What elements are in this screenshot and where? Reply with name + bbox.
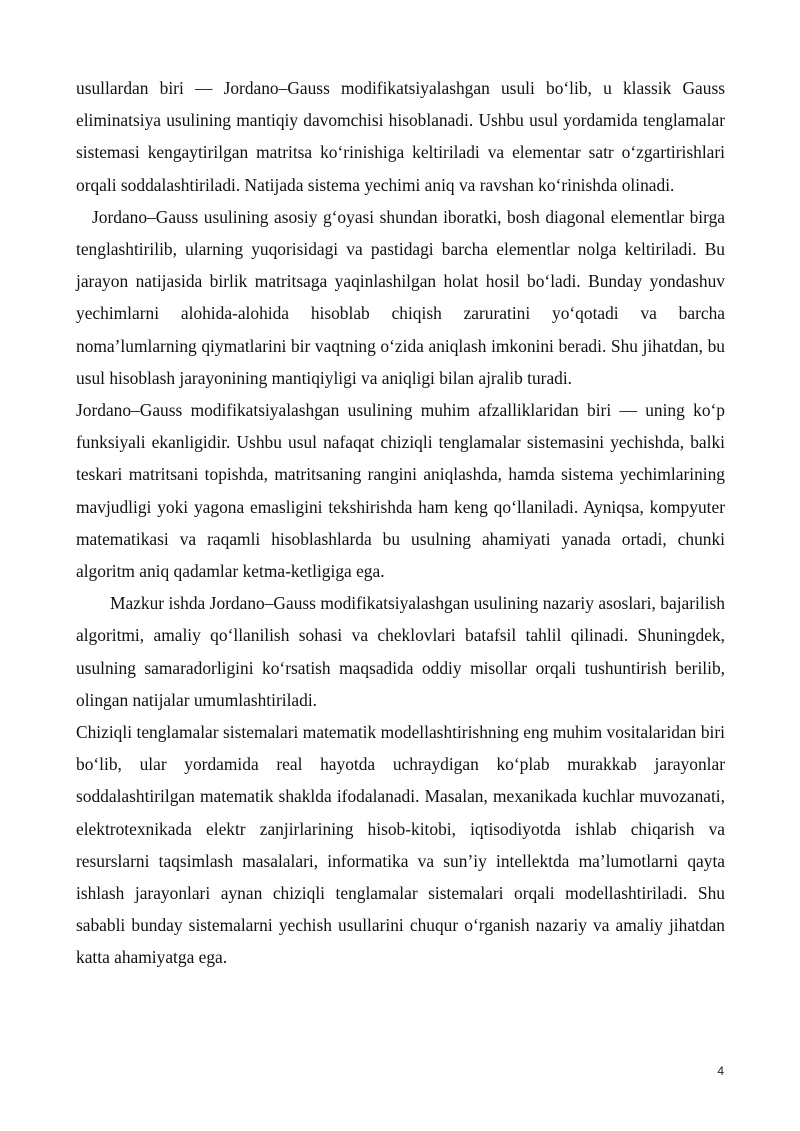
paragraph-linear-systems: Chiziqli tenglamalar sistemalari matematik modellashtirishning eng muhim vositalaridan biri bo‘lib, ular yordamida real hayotda uchraydigan ko‘plab murakkab jarayonlar soddalashtirilgan matematik shaklda ifodalanadi. Masalan, mexanikada kuchlar muvozanati, elektrotexnikada elektr zanjirlarining hisob-kitobi, iqtisodiyotda ishlab chiqarish va resurslarni taqsimlash masalalari, informatika va sun’iy intellektda ma’lumotlarni qayta ishlash jarayonlari aynan chiziqli tenglamalar sistemalari orqali modellashtiriladi. Shu sababli bunday sistemalarni yechish usullarini chuqur o‘rganish nazariy va amaliy jihatdan katta ahamiyatga ega. xyxy=(76,722,725,968)
body-text xyxy=(76,72,725,974)
page-number: 4 xyxy=(717,1064,724,1078)
paragraph-continuation: usullardan biri — Jordano–Gauss modifikatsiyalashgan usuli bo‘lib, u klassik Gauss eliminatsiya usulining mantiqiy davomchisi hisoblanadi. Ushbu usul yordamida tenglamalar sistemasi kengaytirilgan matritsa ko‘rinishiga keltiriladi va elementar satr o‘zgartirishlari orqali soddalashtiriladi. Natijada sistema yechimi aniq va ravshan ko‘rinishda olinadi. xyxy=(76,78,725,195)
paragraph-advantages: Jordano–Gauss modifikatsiyalashgan usulining muhim afzalliklaridan biri — uning ko‘p funksiyali ekanligidir. Ushbu usul nafaqat chiziqli tenglamalar sistemasini yechishda, balki teskari matritsani topishda, matritsaning rangini aniqlashda, hamda sistema yechimlarining mavjudligi yoki yagona emasligini tekshirishda ham keng qo‘llaniladi. Ayniqsa, kompyuter matematikasi va raqamli hisoblashlarda bu usulning ahamiyati yanada ortadi, chunki algoritm aniq qadamlar ketma-ketligiga ega. xyxy=(76,400,725,582)
paragraph-scope: Mazkur ishda Jordano–Gauss modifikatsiyalashgan usulining nazariy asoslari, bajarilish algoritmi, amaliy qo‘llanilish sohasi va cheklovlari batafsil tahlil qilinadi. Shuningdek, usulning samaradorligini ko‘rsatish maqsadida oddiy misollar orqali tushuntirish berilib, olingan natijalar umumlashtiriladi. xyxy=(76,593,725,710)
paragraph-main-idea: Jordano–Gauss usulining asosiy g‘oyasi shundan iboratki, bosh diagonal elementlar birga tenglashtirilib, ularning yuqorisidagi va pastidagi barcha elementlar nolga keltiriladi. Bu jarayon natijasida birlik matritsaga yaqinlashilgan holat hosil bo‘ladi. Bunday yondashuv yechimlarni alohida-alohida hisoblab chiqish zaruratini yo‘qotadi va barcha noma’lumlarning qiymatlarini bir vaqtning o‘zida aniqlash imkonini beradi. Shu jihatdan, bu usul hisoblash jarayonining mantiqiyligi va aniqligi bilan ajralib turadi. xyxy=(76,206,725,388)
